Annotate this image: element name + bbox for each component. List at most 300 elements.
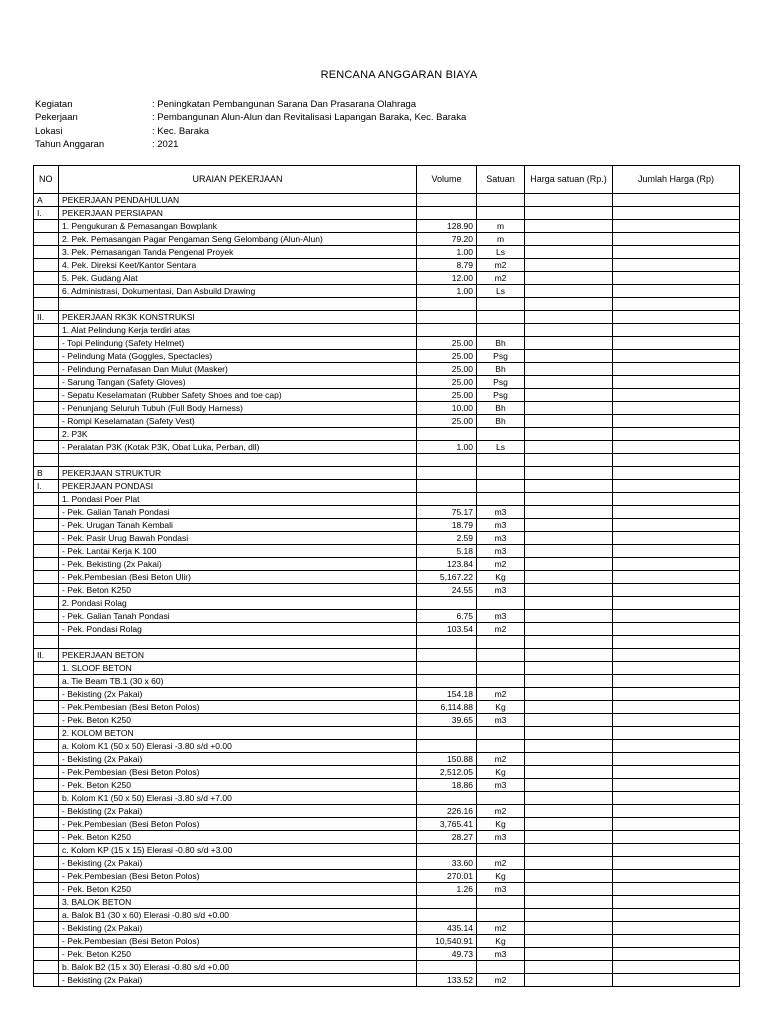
cell-satuan: m3 — [477, 532, 525, 545]
cell-harga-satuan — [525, 350, 613, 363]
cell-satuan: m3 — [477, 519, 525, 532]
table-row — [34, 688, 740, 701]
cell-harga-satuan — [525, 922, 613, 935]
cell-harga-satuan — [525, 259, 613, 272]
cell-uraian — [59, 454, 417, 467]
info-value: : Peningkatan Pembangunan Sarana Dan Prasarana Olahraga — [152, 99, 417, 110]
cell-satuan — [477, 740, 525, 753]
cell-jumlah-harga — [613, 233, 740, 246]
cell-satuan: m3 — [477, 831, 525, 844]
cell-satuan: m2 — [477, 857, 525, 870]
table-row — [34, 454, 740, 467]
cell-uraian: 6. Administrasi, Dokumentasi, Dan Asbuild Drawing — [59, 285, 417, 298]
cell-satuan: Ls — [477, 441, 525, 454]
cell-harga-satuan — [525, 961, 613, 974]
cell-volume: 39.65 — [417, 714, 477, 727]
cell-satuan: m3 — [477, 584, 525, 597]
cell-harga-satuan — [525, 727, 613, 740]
cell-harga-satuan — [525, 454, 613, 467]
cell-no — [34, 506, 59, 519]
info-value: : 2021 — [152, 138, 179, 150]
cell-harga-satuan — [525, 272, 613, 285]
cell-no: A — [34, 194, 59, 207]
cell-volume: 5,167.22 — [417, 571, 477, 584]
cell-volume — [417, 454, 477, 467]
cell-harga-satuan — [525, 285, 613, 298]
table-row — [34, 792, 740, 805]
cell-uraian: - Bekisting (2x Pakai) — [59, 922, 417, 935]
cell-jumlah-harga — [613, 753, 740, 766]
cell-harga-satuan — [525, 870, 613, 883]
table-row — [34, 870, 740, 883]
cell-no — [34, 389, 59, 402]
cell-volume: 10.00 — [417, 402, 477, 415]
cell-volume — [417, 727, 477, 740]
cell-volume — [417, 493, 477, 506]
cell-jumlah-harga — [613, 259, 740, 272]
cell-no — [34, 636, 59, 649]
table-row — [34, 805, 740, 818]
table-row — [34, 948, 740, 961]
table-row — [34, 324, 740, 337]
cell-jumlah-harga — [613, 324, 740, 337]
cell-harga-satuan — [525, 818, 613, 831]
cell-jumlah-harga — [613, 844, 740, 857]
cell-no — [34, 870, 59, 883]
cell-volume — [417, 480, 477, 493]
cell-uraian: - Pek. Lantai Kerja K 100 — [59, 545, 417, 558]
cell-jumlah-harga — [613, 571, 740, 584]
cell-satuan: Kg — [477, 571, 525, 584]
cell-jumlah-harga — [613, 792, 740, 805]
table-row — [34, 376, 740, 389]
cell-no — [34, 922, 59, 935]
cell-jumlah-harga — [613, 493, 740, 506]
cell-uraian: 5. Pek. Gudang Alat — [59, 272, 417, 285]
cell-satuan — [477, 298, 525, 311]
cell-volume: 8.79 — [417, 259, 477, 272]
cell-volume: 25.00 — [417, 337, 477, 350]
cell-jumlah-harga — [613, 688, 740, 701]
cell-volume: 154.18 — [417, 688, 477, 701]
cell-jumlah-harga — [613, 337, 740, 350]
cell-uraian: - Rompi Keselamatan (Safety Vest) — [59, 415, 417, 428]
table-row — [34, 467, 740, 480]
table-row — [34, 623, 740, 636]
cell-jumlah-harga — [613, 974, 740, 987]
table-row — [34, 571, 740, 584]
cell-no — [34, 974, 59, 987]
cell-no: II. — [34, 311, 59, 324]
cell-satuan — [477, 792, 525, 805]
cell-uraian: 4. Pek. Direksi Keet/Kantor Sentara — [59, 259, 417, 272]
cell-volume — [417, 662, 477, 675]
cell-jumlah-harga — [613, 870, 740, 883]
cell-no — [34, 662, 59, 675]
cell-jumlah-harga — [613, 454, 740, 467]
cell-uraian: 1. Alat Pelindung Kerja terdiri atas — [59, 324, 417, 337]
table-row — [34, 246, 740, 259]
cell-jumlah-harga — [613, 402, 740, 415]
cell-satuan — [477, 662, 525, 675]
cell-no — [34, 571, 59, 584]
cell-volume: 2.59 — [417, 532, 477, 545]
cell-satuan — [477, 961, 525, 974]
cell-jumlah-harga — [613, 597, 740, 610]
table-row — [34, 779, 740, 792]
table-row — [34, 519, 740, 532]
cell-jumlah-harga — [613, 727, 740, 740]
cell-satuan: Psg — [477, 376, 525, 389]
cell-satuan — [477, 727, 525, 740]
table-row — [34, 363, 740, 376]
cell-satuan: m2 — [477, 259, 525, 272]
cell-volume — [417, 649, 477, 662]
cell-harga-satuan — [525, 532, 613, 545]
cell-no — [34, 363, 59, 376]
cell-no — [34, 298, 59, 311]
cell-harga-satuan — [525, 207, 613, 220]
cell-harga-satuan — [525, 363, 613, 376]
cell-harga-satuan — [525, 246, 613, 259]
cell-volume: 25.00 — [417, 350, 477, 363]
cell-no — [34, 935, 59, 948]
cell-volume: 28.27 — [417, 831, 477, 844]
cell-volume — [417, 636, 477, 649]
cell-satuan: Bh — [477, 402, 525, 415]
cell-no — [34, 233, 59, 246]
cell-volume: 25.00 — [417, 363, 477, 376]
cell-volume: 79.20 — [417, 233, 477, 246]
table-row — [34, 597, 740, 610]
cell-uraian: b. Balok B2 (15 x 30) Elerasi -0.80 s/d +0.00 — [59, 961, 417, 974]
cell-uraian: 1. SLOOF BETON — [59, 662, 417, 675]
column-header-satuan: Satuan — [477, 166, 525, 194]
table-row — [34, 480, 740, 493]
cell-jumlah-harga — [613, 636, 740, 649]
cell-harga-satuan — [525, 194, 613, 207]
cell-no — [34, 454, 59, 467]
cell-no — [34, 779, 59, 792]
cell-no — [34, 493, 59, 506]
cell-harga-satuan — [525, 337, 613, 350]
cell-satuan: m2 — [477, 805, 525, 818]
cell-no — [34, 883, 59, 896]
cell-jumlah-harga — [613, 584, 740, 597]
cell-no — [34, 623, 59, 636]
table-row — [34, 402, 740, 415]
cell-harga-satuan — [525, 324, 613, 337]
table-row — [34, 545, 740, 558]
cell-no — [34, 701, 59, 714]
cell-no — [34, 896, 59, 909]
cell-volume: 25.00 — [417, 415, 477, 428]
cell-uraian: - Pek. Beton K250 — [59, 831, 417, 844]
cell-volume — [417, 467, 477, 480]
cell-volume — [417, 194, 477, 207]
cell-harga-satuan — [525, 636, 613, 649]
cell-volume: 1.00 — [417, 246, 477, 259]
cell-uraian: PEKERJAAN PENDAHULUAN — [59, 194, 417, 207]
table-row — [34, 441, 740, 454]
cell-harga-satuan — [525, 298, 613, 311]
table-row — [34, 636, 740, 649]
cell-harga-satuan — [525, 402, 613, 415]
table-row — [34, 233, 740, 246]
cell-volume: 12.00 — [417, 272, 477, 285]
table-row — [34, 207, 740, 220]
cell-uraian: - Pek. Pasir Urug Bawah Pondasi — [59, 532, 417, 545]
cell-volume: 2,512.05 — [417, 766, 477, 779]
cell-harga-satuan — [525, 935, 613, 948]
cell-uraian: - Bekisting (2x Pakai) — [59, 974, 417, 987]
table-row — [34, 961, 740, 974]
cell-satuan: m3 — [477, 714, 525, 727]
cell-uraian: - Pelindung Mata (Goggles, Spectacles) — [59, 350, 417, 363]
column-header-harga-satuan: Harga satuan (Rp.) — [525, 166, 613, 194]
cell-satuan: m3 — [477, 506, 525, 519]
cell-no — [34, 428, 59, 441]
cell-no — [34, 805, 59, 818]
cell-no — [34, 415, 59, 428]
table-row — [34, 298, 740, 311]
table-body — [34, 194, 740, 987]
cell-harga-satuan — [525, 597, 613, 610]
table-row — [34, 220, 740, 233]
table-row — [34, 259, 740, 272]
cell-uraian: - Bekisting (2x Pakai) — [59, 857, 417, 870]
cell-uraian: a. Balok B1 (30 x 60) Elerasi -0.80 s/d +0.00 — [59, 909, 417, 922]
cell-jumlah-harga — [613, 623, 740, 636]
cell-jumlah-harga — [613, 389, 740, 402]
cell-uraian: - Pek. Beton K250 — [59, 779, 417, 792]
cell-satuan: Kg — [477, 766, 525, 779]
cell-satuan: m2 — [477, 272, 525, 285]
cell-harga-satuan — [525, 831, 613, 844]
cell-no — [34, 402, 59, 415]
cell-no — [34, 519, 59, 532]
info-value: : Kec. Baraka — [152, 125, 210, 137]
cell-jumlah-harga — [613, 428, 740, 441]
cell-uraian: a. Kolom K1 (50 x 50) Elerasi -3.80 s/d +0.00 — [59, 740, 417, 753]
cell-satuan: Bh — [477, 415, 525, 428]
cell-uraian: - Pek. Beton K250 — [59, 948, 417, 961]
cell-jumlah-harga — [613, 519, 740, 532]
cell-volume — [417, 792, 477, 805]
cell-uraian: - Sarung Tangan (Safety Gloves) — [59, 376, 417, 389]
info-label: Lokasi — [35, 125, 63, 137]
cell-uraian: a. Tie Beam TB.1 (30 x 60) — [59, 675, 417, 688]
cell-jumlah-harga — [613, 766, 740, 779]
cell-volume — [417, 740, 477, 753]
table-row — [34, 311, 740, 324]
cell-harga-satuan — [525, 610, 613, 623]
cell-jumlah-harga — [613, 415, 740, 428]
cell-harga-satuan — [525, 311, 613, 324]
cell-harga-satuan — [525, 974, 613, 987]
cell-uraian: PEKERJAAN RK3K KONSTRUKSI — [59, 311, 417, 324]
column-header-no: NO — [34, 166, 59, 194]
cell-volume: 18.79 — [417, 519, 477, 532]
cell-volume: 1.00 — [417, 285, 477, 298]
cell-uraian: b. Kolom K1 (50 x 50) Elerasi -3.80 s/d +7.00 — [59, 792, 417, 805]
cell-jumlah-harga — [613, 714, 740, 727]
cell-no — [34, 909, 59, 922]
table-row — [34, 428, 740, 441]
cell-jumlah-harga — [613, 675, 740, 688]
cell-harga-satuan — [525, 428, 613, 441]
cell-no — [34, 857, 59, 870]
cell-jumlah-harga — [613, 285, 740, 298]
cell-uraian: - Pek.Pembesian (Besi Beton Ulir) — [59, 571, 417, 584]
cell-no — [34, 688, 59, 701]
table-row — [34, 766, 740, 779]
cell-volume: 1.00 — [417, 441, 477, 454]
cell-uraian: - Pelindung Pernafasan Dan Mulut (Masker) — [59, 363, 417, 376]
budget-table — [33, 165, 740, 987]
table-row — [34, 935, 740, 948]
table-row — [34, 831, 740, 844]
cell-satuan — [477, 207, 525, 220]
cell-uraian: - Pek.Pembesian (Besi Beton Polos) — [59, 766, 417, 779]
table-row — [34, 714, 740, 727]
cell-volume — [417, 675, 477, 688]
cell-harga-satuan — [525, 844, 613, 857]
column-header-volume: Volume — [417, 166, 477, 194]
cell-volume: 6,114.88 — [417, 701, 477, 714]
cell-jumlah-harga — [613, 506, 740, 519]
cell-satuan — [477, 493, 525, 506]
cell-harga-satuan — [525, 584, 613, 597]
cell-uraian: - Peralatan P3K (Kotak P3K, Obat Luka, Perban, dll) — [59, 441, 417, 454]
cell-uraian: - Pek.Pembesian (Besi Beton Polos) — [59, 701, 417, 714]
cell-satuan: m2 — [477, 922, 525, 935]
cell-no — [34, 766, 59, 779]
cell-jumlah-harga — [613, 948, 740, 961]
cell-jumlah-harga — [613, 376, 740, 389]
cell-uraian: PEKERJAAN PERSIAPAN — [59, 207, 417, 220]
cell-jumlah-harga — [613, 922, 740, 935]
cell-harga-satuan — [525, 376, 613, 389]
cell-no — [34, 376, 59, 389]
cell-satuan — [477, 896, 525, 909]
info-value: : Pembangunan Alun-Alun dan Revitalisasi Lapangan Baraka, Kec. Baraka — [152, 112, 467, 124]
cell-no — [34, 285, 59, 298]
cell-volume: 25.00 — [417, 389, 477, 402]
cell-harga-satuan — [525, 805, 613, 818]
cell-satuan: m3 — [477, 883, 525, 896]
cell-harga-satuan — [525, 558, 613, 571]
cell-jumlah-harga — [613, 441, 740, 454]
cell-harga-satuan — [525, 467, 613, 480]
cell-satuan — [477, 480, 525, 493]
cell-jumlah-harga — [613, 649, 740, 662]
cell-satuan: Kg — [477, 701, 525, 714]
cell-satuan — [477, 324, 525, 337]
document-title: RENCANA ANGGARAN BIAYA — [320, 69, 478, 81]
cell-satuan — [477, 844, 525, 857]
cell-jumlah-harga — [613, 207, 740, 220]
cell-uraian: PEKERJAAN STRUKTUR — [59, 467, 417, 480]
cell-satuan: m2 — [477, 753, 525, 766]
table-row — [34, 675, 740, 688]
cell-uraian: - Pek.Pembesian (Besi Beton Polos) — [59, 870, 417, 883]
cell-harga-satuan — [525, 675, 613, 688]
cell-harga-satuan — [525, 701, 613, 714]
cell-harga-satuan — [525, 779, 613, 792]
cell-jumlah-harga — [613, 818, 740, 831]
table-row — [34, 740, 740, 753]
cell-jumlah-harga — [613, 831, 740, 844]
cell-no: II. — [34, 649, 59, 662]
cell-satuan — [477, 675, 525, 688]
cell-uraian: - Pek. Bekisting (2x Pakai) — [59, 558, 417, 571]
cell-volume — [417, 298, 477, 311]
cell-volume: 103.54 — [417, 623, 477, 636]
cell-harga-satuan — [525, 415, 613, 428]
table-row — [34, 610, 740, 623]
cell-harga-satuan — [525, 740, 613, 753]
cell-volume: 24.55 — [417, 584, 477, 597]
cell-uraian: - Pek. Galian Tanah Pondasi — [59, 506, 417, 519]
table-row — [34, 389, 740, 402]
cell-volume — [417, 844, 477, 857]
cell-jumlah-harga — [613, 545, 740, 558]
table-row — [34, 649, 740, 662]
cell-volume — [417, 428, 477, 441]
cell-uraian: - Pek. Beton K250 — [59, 714, 417, 727]
cell-satuan — [477, 636, 525, 649]
cell-uraian: - Sepatu Keselamatan (Rubber Safety Shoes and toe cap) — [59, 389, 417, 402]
cell-satuan — [477, 909, 525, 922]
cell-jumlah-harga — [613, 350, 740, 363]
cell-uraian: PEKERJAAN BETON — [59, 649, 417, 662]
cell-jumlah-harga — [613, 701, 740, 714]
cell-uraian: PEKERJAAN PONDASI — [59, 480, 417, 493]
cell-jumlah-harga — [613, 363, 740, 376]
cell-uraian: 3. BALOK BETON — [59, 896, 417, 909]
info-label: Kegiatan — [35, 99, 73, 110]
cell-jumlah-harga — [613, 740, 740, 753]
cell-satuan: m3 — [477, 610, 525, 623]
cell-uraian: - Pek. Galian Tanah Pondasi — [59, 610, 417, 623]
cell-jumlah-harga — [613, 909, 740, 922]
cell-volume — [417, 311, 477, 324]
table-row — [34, 922, 740, 935]
info-label: Tahun Anggaran — [35, 138, 105, 150]
cell-no — [34, 727, 59, 740]
cell-satuan: Bh — [477, 363, 525, 376]
cell-volume: 75.17 — [417, 506, 477, 519]
table-row — [34, 493, 740, 506]
cell-satuan: Kg — [477, 818, 525, 831]
cell-no — [34, 961, 59, 974]
cell-no — [34, 259, 59, 272]
cell-harga-satuan — [525, 714, 613, 727]
table-row — [34, 272, 740, 285]
cell-harga-satuan — [525, 792, 613, 805]
cell-uraian: - Topi Pelindung (Safety Helmet) — [59, 337, 417, 350]
cell-uraian: - Bekisting (2x Pakai) — [59, 805, 417, 818]
cell-volume — [417, 597, 477, 610]
cell-jumlah-harga — [613, 298, 740, 311]
cell-satuan — [477, 194, 525, 207]
cell-volume: 435.14 — [417, 922, 477, 935]
cell-harga-satuan — [525, 389, 613, 402]
cell-harga-satuan — [525, 649, 613, 662]
cell-volume: 226.16 — [417, 805, 477, 818]
cell-jumlah-harga — [613, 246, 740, 259]
